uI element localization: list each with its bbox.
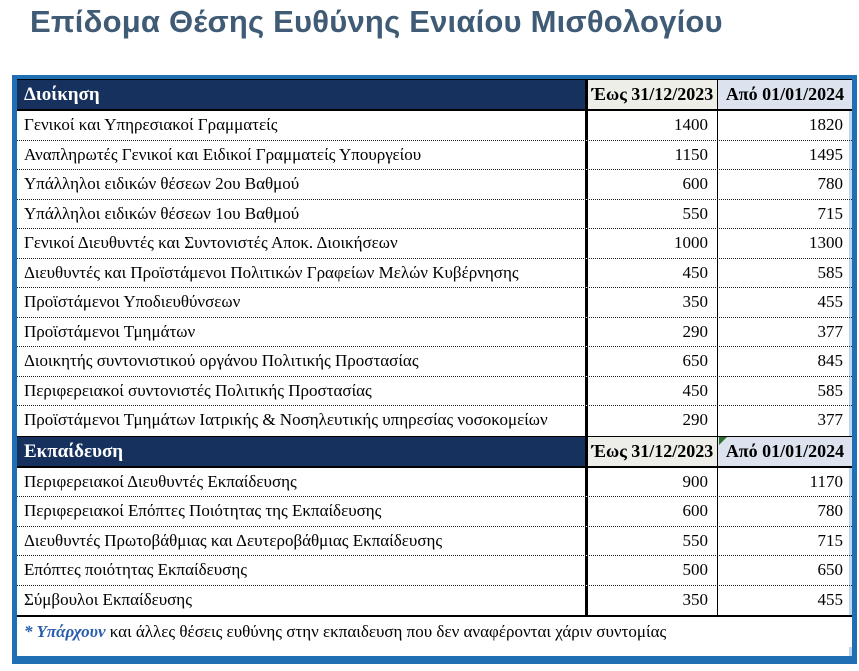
value-from-2024: 1170	[717, 468, 852, 497]
column-header-from-2024	[717, 437, 852, 466]
value-from-2024: 715	[717, 200, 852, 229]
value-from-2024: 585	[717, 259, 852, 288]
row-label: Διευθυντές Πρωτοβάθμιας και Δευτεροβάθμιας Εκπαίδευσης	[24, 530, 443, 550]
table-row	[17, 468, 852, 498]
table-row	[17, 170, 852, 200]
column-header-until-2023: Έως 31/12/2023	[585, 437, 717, 466]
table-row	[17, 200, 852, 230]
value-from-2024: 377	[717, 318, 852, 347]
value-until-2023: 350	[585, 586, 717, 616]
table-row	[17, 406, 852, 436]
value-from-2024: 585	[717, 377, 852, 406]
value-until-2023: 650	[585, 347, 717, 376]
value-from-2024: 715	[717, 527, 852, 556]
row-label: Περιφερειακοί συντονιστές Πολιτικής Προστασίας	[24, 380, 372, 400]
section-header-ekpaideusi	[17, 436, 852, 468]
value-until-2023: 1000	[585, 229, 717, 258]
value-from-2024: 1495	[717, 141, 852, 170]
table-footnote	[17, 615, 852, 647]
table-row	[17, 141, 852, 171]
value-from-2024: 455	[717, 586, 852, 616]
table-row	[17, 527, 852, 557]
row-label: Περιφερειακοί Επόπτες Ποιότητας της Εκπαίδευσης	[24, 501, 382, 520]
section-header-dioikisi	[17, 79, 852, 111]
value-until-2023: 290	[585, 318, 717, 347]
row-label: Γενικοί και Υπηρεσιακοί Γραμματείς	[24, 115, 278, 134]
row-label: Προϊστάμενοι Τμημάτων	[24, 321, 196, 341]
value-from-2024: 1820	[717, 111, 852, 140]
table-row	[17, 347, 852, 377]
section-rows-ekpaideusi	[17, 468, 852, 616]
table-row	[17, 497, 852, 527]
value-until-2023: 550	[585, 527, 717, 556]
row-label: Διευθυντές και Προϊστάμενοι Πολιτικών Γραφείων Μελών Κυβέρνησης	[24, 262, 519, 282]
value-until-2023: 1400	[585, 111, 717, 140]
table-row	[17, 288, 852, 318]
allowance-table	[12, 75, 857, 664]
table-row	[17, 318, 852, 348]
value-until-2023: 450	[585, 377, 717, 406]
value-until-2023: 600	[585, 497, 717, 526]
section-rows-dioikisi	[17, 111, 852, 436]
value-from-2024: 780	[717, 170, 852, 199]
table-row	[17, 259, 852, 289]
table-row	[17, 377, 852, 407]
value-from-2024: 780	[717, 497, 852, 526]
value-from-2024: 377	[717, 406, 852, 436]
column-header-until-2023: Έως 31/12/2023	[585, 80, 717, 109]
value-until-2023: 290	[585, 406, 717, 436]
value-from-2024: 455	[717, 288, 852, 317]
table-row	[17, 111, 852, 141]
value-until-2023: 500	[585, 556, 717, 585]
row-label: Αναπληρωτές Γενικοί και Ειδικοί Γραμματείς Υπουργείου	[24, 144, 422, 164]
row-label: Προϊστάμενοι Τμημάτων Ιατρικής & Νοσηλευτικής υπηρεσίας νοσοκομείων	[24, 410, 548, 429]
row-label: Επόπτες ποιότητας Εκπαίδευσης	[24, 560, 247, 579]
table-row	[17, 586, 852, 616]
value-until-2023: 1150	[585, 141, 717, 170]
table-row	[17, 229, 852, 259]
value-until-2023: 900	[585, 468, 717, 497]
value-from-2024: 1300	[717, 229, 852, 258]
value-from-2024: 650	[717, 556, 852, 585]
row-label: Υπάλληλοι ειδικών θέσεων 1ου Βαθμού	[24, 203, 300, 223]
row-label: Γενικοί Διευθυντές και Συντονιστές Αποκ. Διοικήσεων	[24, 233, 398, 252]
row-label: Διοικητής συντονιστικού οργάνου Πολιτικής Προστασίας	[24, 351, 419, 370]
value-from-2024: 845	[717, 347, 852, 376]
footnote-lead: * Υπάρχουν	[24, 622, 106, 641]
row-label: Περιφερειακοί Διευθυντές Εκπαίδευσης	[24, 471, 297, 491]
column-header-text: Από 01/01/2024	[725, 440, 845, 461]
value-until-2023: 450	[585, 259, 717, 288]
section-title: Εκπαίδευση	[17, 437, 585, 466]
section-title: Διοίκηση	[17, 80, 585, 109]
row-label: Υπάλληλοι ειδικών θέσεων 2ου Βαθμού	[24, 174, 300, 193]
table-row	[17, 556, 852, 586]
value-until-2023: 600	[585, 170, 717, 199]
row-label: Σύμβουλοι Εκπαίδευσης	[24, 589, 192, 609]
value-until-2023: 550	[585, 200, 717, 229]
row-label: Προϊστάμενοι Υποδιευθύνσεων	[24, 292, 241, 311]
page-title: Επίδομα Θέσης Ευθύνης Ενιαίου Μισθολογίου	[30, 4, 723, 39]
cell-comment-flag-icon	[719, 437, 727, 445]
column-header-from-2024: Από 01/01/2024	[717, 80, 852, 109]
value-until-2023: 350	[585, 288, 717, 317]
footnote-text: και άλλες θέσεις ευθύνης στην εκπαιδευση που δεν αναφέρονται χάριν συντομίας	[105, 622, 667, 641]
